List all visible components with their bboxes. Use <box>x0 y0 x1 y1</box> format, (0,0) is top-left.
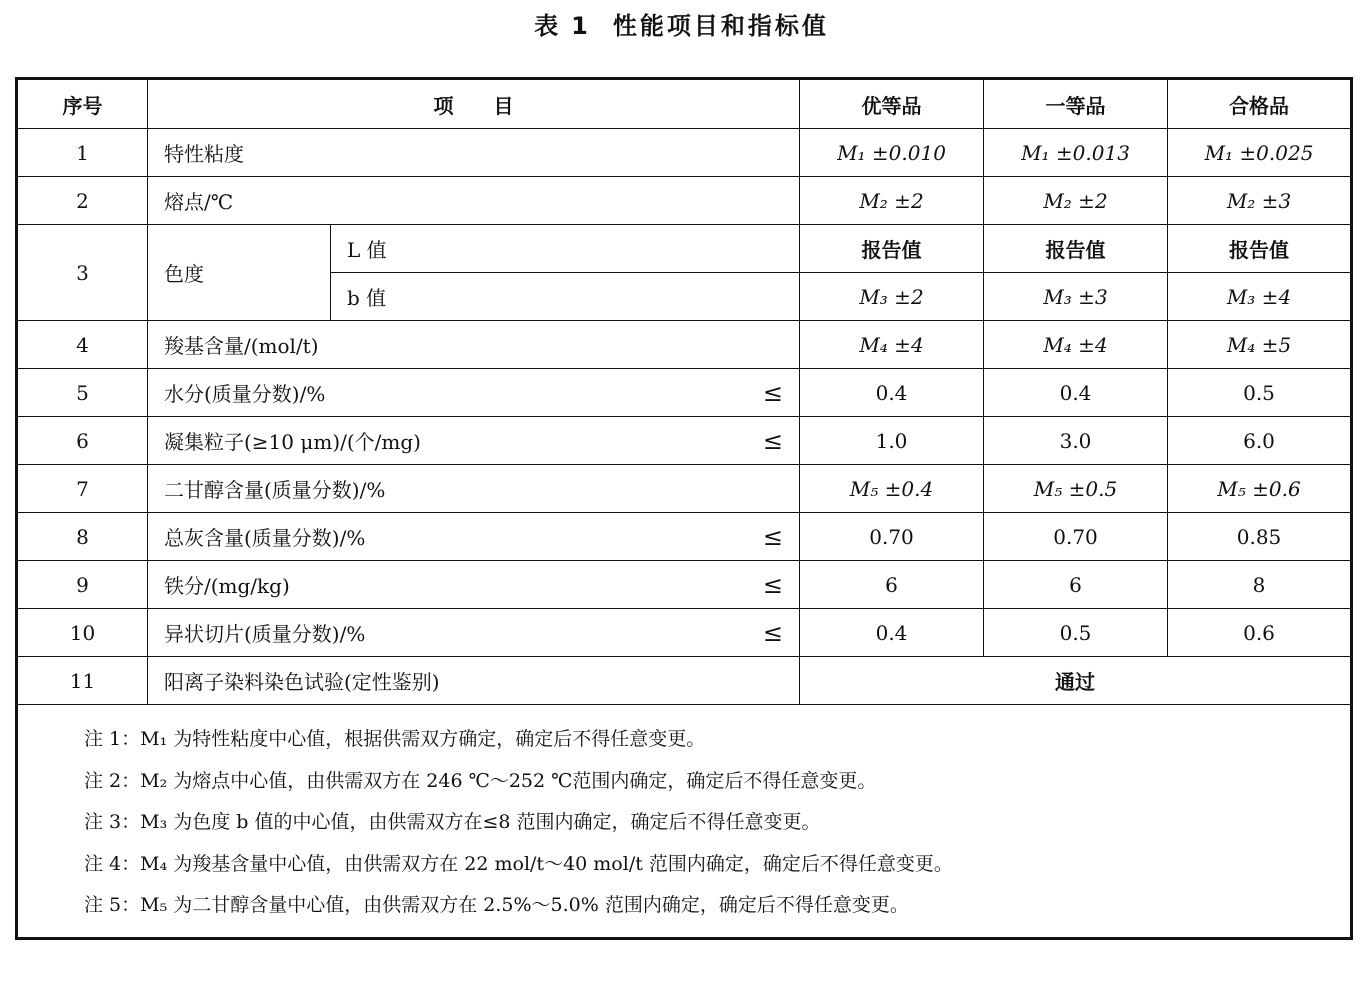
value-superior: 0.4 <box>800 609 984 657</box>
value-first: 0.70 <box>984 513 1168 561</box>
table-row <box>17 369 1352 417</box>
row-seq: 8 <box>17 513 148 561</box>
value-first: 报告值 <box>984 225 1168 273</box>
table-row <box>17 609 1352 657</box>
note-2: 注 2：M₂ 为熔点中心值，由供需双方在 246 ℃～252 ℃范围内确定，确定后不得任意变更。 <box>84 769 877 792</box>
row-seq: 6 <box>17 417 148 465</box>
value-superior: M₄ ±4 <box>800 321 984 369</box>
limit-symbol: ≤ <box>762 378 783 407</box>
value-all-grades: 通过 <box>800 657 1352 705</box>
value-superior: 0.70 <box>800 513 984 561</box>
title-number: 1 <box>571 12 591 40</box>
value-first: 6 <box>984 561 1168 609</box>
limit-symbol: ≤ <box>762 522 783 551</box>
item-label: 凝集粒子(≥10 μm)/(个/mg) <box>164 430 421 454</box>
item-label: 特性粘度 <box>164 142 244 166</box>
row-item <box>148 609 800 657</box>
table-row <box>17 129 1352 177</box>
title-text: 性能项目和指标值 <box>612 12 829 40</box>
sub-item-b-value: b 值 <box>331 273 800 321</box>
sub-item-l-value: L 值 <box>331 225 800 273</box>
row-item: 阳离子染料染色试验(定性鉴别) <box>148 657 800 705</box>
value-qualified: 0.5 <box>1168 369 1352 417</box>
value-superior: M₁ ±0.010 <box>800 129 984 177</box>
row-seq: 9 <box>17 561 148 609</box>
table-row <box>17 465 1352 513</box>
limit-symbol: ≤ <box>762 570 783 599</box>
item-label: 熔点/℃ <box>164 190 234 214</box>
row-seq: 4 <box>17 321 148 369</box>
row-seq: 3 <box>17 225 148 321</box>
value-first: M₂ ±2 <box>984 177 1168 225</box>
row-item <box>148 177 800 225</box>
row-item <box>148 321 800 369</box>
row-seq: 1 <box>17 129 148 177</box>
table-row-color-l <box>17 225 1352 273</box>
value-qualified: 6.0 <box>1168 417 1352 465</box>
value-qualified: 0.6 <box>1168 609 1352 657</box>
note-3: 注 3：M₃ 为色度 b 值的中心值，由供需双方在≤8 范围内确定，确定后不得任意变更。 <box>84 811 821 833</box>
value-qualified: M₂ ±3 <box>1168 177 1352 225</box>
value-first: M₃ ±3 <box>984 273 1168 321</box>
header-grade-superior: 优等品 <box>800 79 984 129</box>
header-item: 项 目 <box>148 79 800 129</box>
value-first: 0.4 <box>984 369 1168 417</box>
performance-table <box>15 77 1353 940</box>
header-grade-first: 一等品 <box>984 79 1168 129</box>
table-row <box>17 177 1352 225</box>
item-label: 异状切片(质量分数)/% <box>164 622 366 646</box>
value-superior: M₃ ±2 <box>800 273 984 321</box>
value-first: M₄ ±4 <box>984 321 1168 369</box>
row-item <box>148 129 800 177</box>
notes-cell <box>17 705 1352 939</box>
value-superior: M₅ ±0.4 <box>800 465 984 513</box>
header-grade-qualified: 合格品 <box>1168 79 1352 129</box>
value-qualified: 0.85 <box>1168 513 1352 561</box>
value-superior: 1.0 <box>800 417 984 465</box>
row-item <box>148 417 800 465</box>
item-label: 羧基含量/(mol/t) <box>164 334 319 358</box>
value-qualified: M₁ ±0.025 <box>1168 129 1352 177</box>
header-seq: 序号 <box>17 79 148 129</box>
row-seq: 11 <box>17 657 148 705</box>
title-label: 表 <box>534 12 562 40</box>
row-item <box>148 513 800 561</box>
item-label: 二甘醇含量(质量分数)/% <box>164 478 386 502</box>
row-seq: 2 <box>17 177 148 225</box>
value-first: 0.5 <box>984 609 1168 657</box>
value-first: M₅ ±0.5 <box>984 465 1168 513</box>
row-seq: 7 <box>17 465 148 513</box>
value-qualified: M₄ ±5 <box>1168 321 1352 369</box>
table-row <box>17 657 1352 705</box>
table-title <box>0 6 1363 40</box>
row-item-color: 色度 <box>148 225 331 321</box>
value-qualified: 报告值 <box>1168 225 1352 273</box>
value-qualified: M₃ ±4 <box>1168 273 1352 321</box>
note-5: 注 5：M₅ 为二甘醇含量中心值，由供需双方在 2.5%～5.0% 范围内确定，确定后不得任意变更。 <box>84 894 909 916</box>
value-superior: 报告值 <box>800 225 984 273</box>
note-1: 注 1：M₁ 为特性粘度中心值，根据供需双方确定，确定后不得任意变更。 <box>84 728 706 750</box>
value-qualified: M₅ ±0.6 <box>1168 465 1352 513</box>
row-item <box>148 465 800 513</box>
item-label: 总灰含量(质量分数)/% <box>164 526 366 550</box>
limit-symbol: ≤ <box>762 426 783 455</box>
table-row <box>17 561 1352 609</box>
item-label: 铁分/(mg/kg) <box>164 574 290 598</box>
limit-symbol: ≤ <box>762 618 783 647</box>
value-qualified: 8 <box>1168 561 1352 609</box>
row-seq: 5 <box>17 369 148 417</box>
notes-row <box>17 705 1352 939</box>
row-item <box>148 561 800 609</box>
row-seq: 10 <box>17 609 148 657</box>
table-row <box>17 513 1352 561</box>
item-label: 水分(质量分数)/% <box>164 382 326 406</box>
value-first: 3.0 <box>984 417 1168 465</box>
value-superior: 6 <box>800 561 984 609</box>
value-superior: 0.4 <box>800 369 984 417</box>
value-superior: M₂ ±2 <box>800 177 984 225</box>
header-row <box>17 79 1352 129</box>
table-row <box>17 321 1352 369</box>
value-first: M₁ ±0.013 <box>984 129 1168 177</box>
table-row <box>17 417 1352 465</box>
row-item <box>148 369 800 417</box>
note-4: 注 4：M₄ 为羧基含量中心值，由供需双方在 22 mol/t～40 mol/t 范围内确定，确定后不得任意变更。 <box>84 852 953 875</box>
